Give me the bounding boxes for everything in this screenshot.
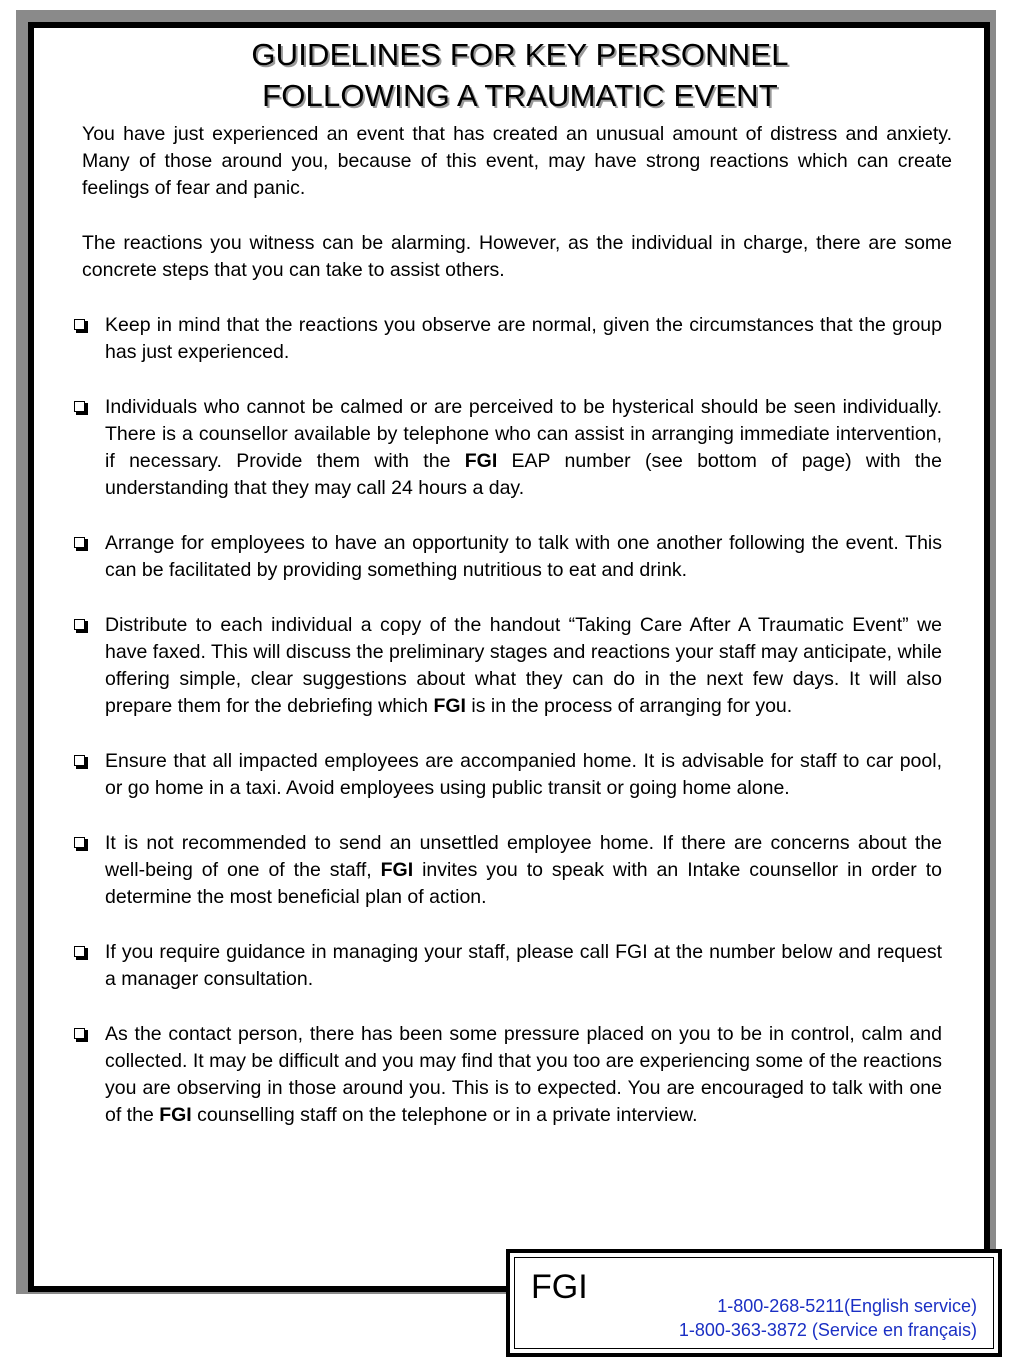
checkbox-icon [74,946,85,957]
guideline-text: It is not recommended to send an unsettled employee home. If there are concerns about the well-being of one of the staff, [105,831,942,881]
checkbox-icon [74,619,85,630]
phone-english: 1-800-268-5211(English service) [717,1296,977,1316]
guideline-item [72,530,942,584]
checkbox-icon [74,755,85,766]
guideline-item [72,612,942,721]
guideline-list [72,312,942,1157]
contact-box [506,1249,1002,1357]
guideline-text: EAP number (see bottom of page) with the understanding that they may call 24 hours a day. [105,450,942,500]
checkbox-icon [74,319,85,330]
guideline-text: is in the process of arranging for you. [465,695,793,718]
phone-french: 1-800-363-3872 (Service en français) [678,1320,977,1340]
guideline-item [72,1021,942,1130]
checkbox-icon [74,401,85,412]
fgi-emphasis: FGI [433,695,466,718]
fgi-emphasis: FGI [464,450,498,473]
checkbox-icon [74,1028,85,1039]
guideline-text: As the contact person, there has been some pressure placed on you to be in control, calm and collected. It may be difficult and you may find that you too are experiencing some of the reactions you are observing in those around you. This is to expected. You are encouraged to talk with one of the [105,1022,942,1127]
intro-paragraph-2: The reactions you witness can be alarming. However, as the individual in charge, there are some concrete steps that you can take to assist others. [82,232,952,281]
guideline-text: Arrange for employees to have an opportunity to talk with one another following the event. This can be facilitated by providing something nutritious to eat and drink. [105,532,942,582]
guideline-text: If you require guidance in managing your staff, please call FGI at the number below and request a manager consultation. [105,940,942,990]
guideline-text: counselling staff on the telephone or in a private interview. [191,1104,698,1127]
guideline-text: Distribute to each individual a copy of the handout “Taking Care After A Traumatic Event” we have faxed. This will discuss the preliminary stages and reactions your staff may anticipate, while offering simple, clear suggestions about what they can do in the next few days. It will also prepare them for the debriefing which [105,613,942,718]
phone-numbers [679,1294,977,1342]
guideline-item [72,748,942,802]
intro-paragraph-1: You have just experienced an event that has created an unusual amount of distress and anxiety. Many of those around you, because of this event, may have strong reactions which can create feelings of fear and panic. [82,123,952,199]
checkbox-icon [74,837,85,848]
title-line-1: GUIDELINES FOR KEY PERSONNEL [251,37,789,72]
fgi-logo: FGI [531,1268,588,1306]
guideline-text: Keep in mind that the reactions you observe are normal, given the circumstances that the group has just experienced. [105,314,942,364]
guideline-item [72,939,942,993]
fgi-emphasis: FGI [380,859,414,881]
document-title [190,34,850,116]
guideline-item [72,830,942,912]
checkbox-icon [74,537,85,548]
guideline-text: invites you to speak with an Intake counsellor in order to determine the most beneficial plan of action. [105,859,942,909]
guideline-text: Ensure that all impacted employees are accompanied home. It is advisable for staff to car pool, or go home in a taxi. Avoid employees using public transit or going home alone. [105,750,942,800]
fgi-emphasis: FGI [159,1104,192,1127]
contact-box-inner [514,1257,994,1349]
guideline-item [72,312,942,366]
title-line-2: FOLLOWING A TRAUMATIC EVENT [262,78,778,113]
guideline-item [72,394,942,503]
guideline-text: Individuals who cannot be calmed or are perceived to be hysterical should be seen individually. There is a counsellor available by telephone who can assist in arranging immediate intervention, if necessary. Provide them with the [105,395,942,473]
